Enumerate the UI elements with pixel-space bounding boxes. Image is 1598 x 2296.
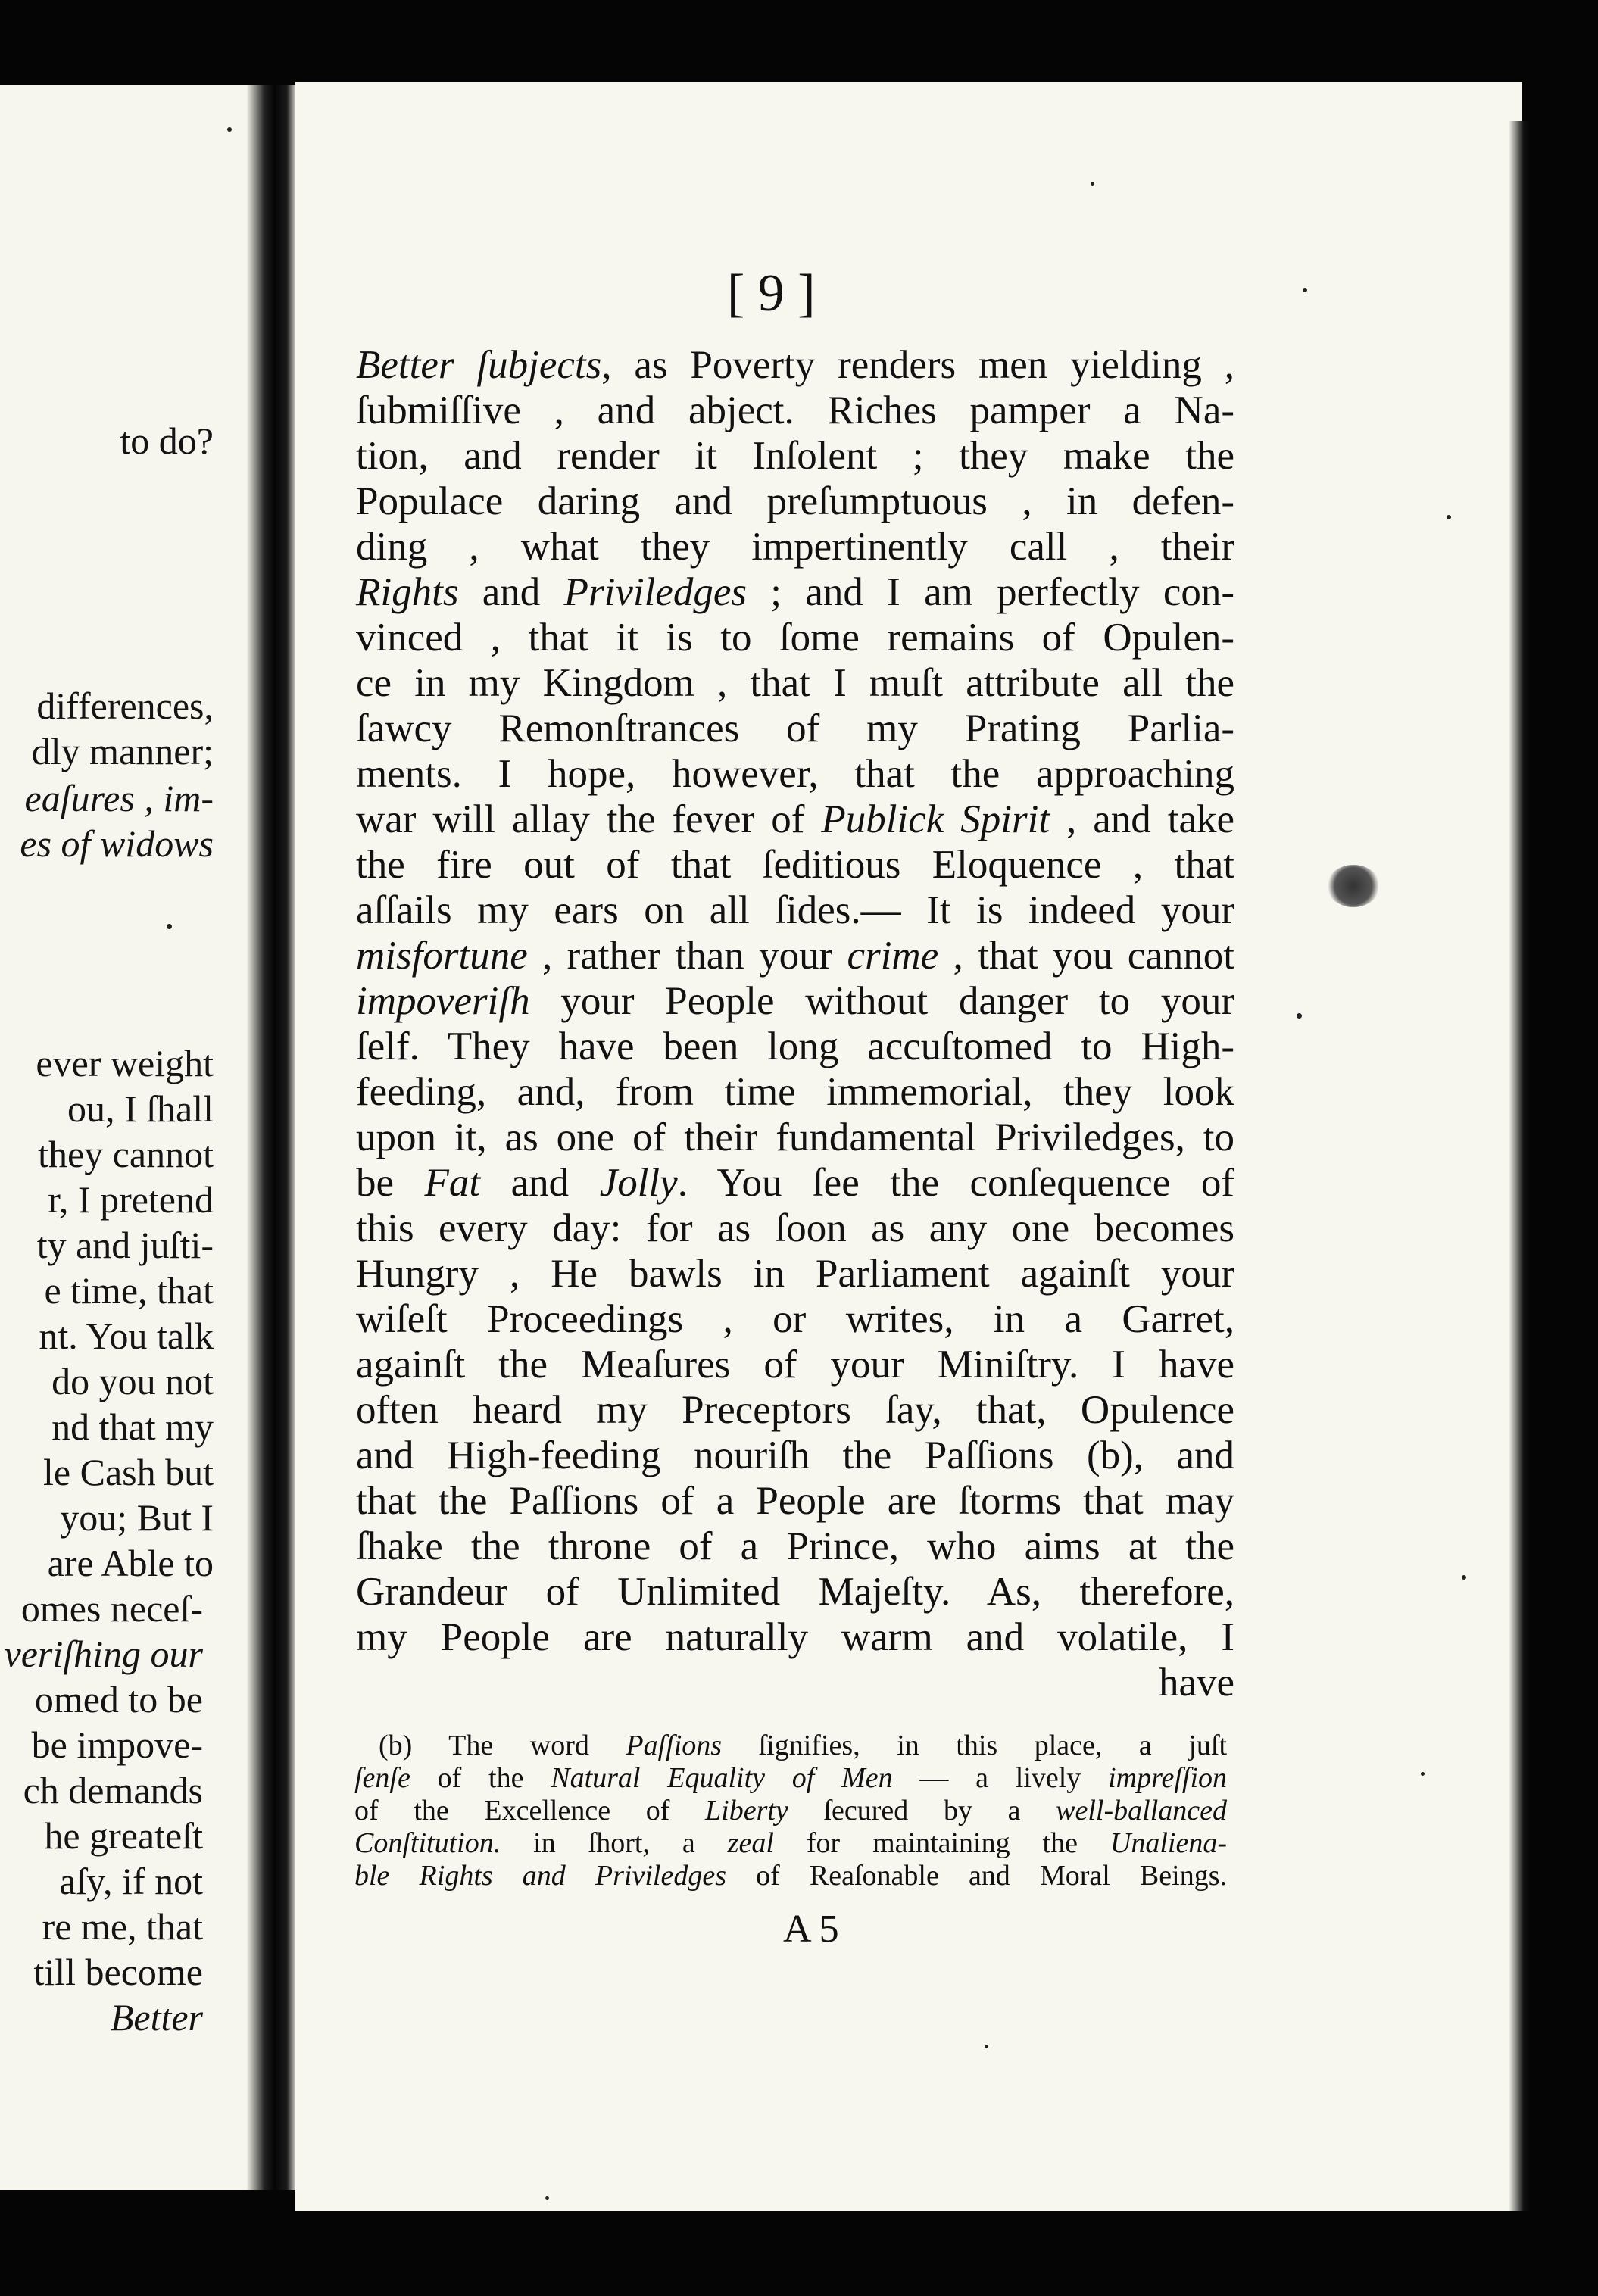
- text-line-11-c: , and take: [1050, 797, 1234, 841]
- left-line-23: he greateſt: [44, 1814, 203, 1857]
- text-line-10: ments. I hope, however, that the approaching: [356, 752, 1234, 796]
- page-edge-shadow: [1509, 121, 1530, 2211]
- signature-mark: A 5: [783, 1908, 839, 1951]
- footnote-line-2-b: of the: [410, 1762, 551, 1794]
- footnote-line-2-d: — a lively: [892, 1762, 1109, 1794]
- footnote-line-4: [354, 1827, 1227, 1860]
- left-line-4: eaſures , im-: [24, 777, 214, 819]
- left-line-13: do you not: [51, 1360, 214, 1402]
- page-number: [ 9 ]: [727, 264, 816, 323]
- speck: [1297, 1013, 1302, 1019]
- footnote-line-3-c: ſecured by a: [788, 1795, 1056, 1827]
- footnote-line-4-unaliena: Unaliena-: [1110, 1827, 1227, 1859]
- left-line-5: es of widows: [20, 822, 214, 865]
- text-line-4: Populace daring and preſumptuous , in defen-: [356, 479, 1234, 523]
- footnote-line-3-ballanced: well-ballanced: [1056, 1795, 1227, 1827]
- text-line-24: often heard my Preceptors ſay, that, Opulence: [356, 1388, 1234, 1432]
- footnote-line-5-rights: ble Rights and Priviledges: [354, 1860, 726, 1892]
- text-line-2: ſubmiſſive , and abject. Riches pamper a Na-: [356, 388, 1234, 432]
- text-line-17: feeding, and, from time immemorial, they look: [356, 1070, 1234, 1114]
- footnote-line-5: [354, 1860, 1227, 1892]
- left-line-19: veriſhing our: [4, 1633, 203, 1675]
- left-line-21: be impove-: [31, 1724, 203, 1766]
- text-line-14-b: , rather than your: [527, 934, 847, 978]
- text-line-21: Hungry , He bawls in Parliament againſt your: [356, 1252, 1234, 1296]
- text-line-15-impoverish: impoveriſh: [356, 979, 530, 1023]
- left-line-9: r, I pretend: [48, 1178, 214, 1221]
- left-line-26: till become: [33, 1951, 203, 1993]
- text-line-18: upon it, as one of their fundamental Priviledges, to: [356, 1115, 1234, 1159]
- footnote-line-3: [354, 1795, 1227, 1827]
- left-line-8: they cannot: [38, 1133, 214, 1175]
- text-line-16: ſelf. They have been long accuſtomed to High-: [356, 1025, 1234, 1068]
- text-line-29: my People are naturally warm and volatile, I: [356, 1615, 1234, 1659]
- footnote-line-1-passions: Paſſions: [626, 1730, 723, 1761]
- footnote-line-1-c: ſignifies, in this place, a juſt: [722, 1730, 1227, 1761]
- footnote-line-5-b: of Reaſonable and Moral Beings.: [726, 1860, 1227, 1892]
- text-line-14-d: , that you cannot: [938, 934, 1234, 978]
- left-line-11: e time, that: [44, 1269, 214, 1312]
- text-line-6-rights: Rights: [356, 570, 459, 614]
- speck: [167, 924, 172, 929]
- speck: [1462, 1575, 1466, 1580]
- speck: [1447, 515, 1451, 519]
- text-line-6-priviledges: Priviledges: [563, 570, 747, 614]
- left-line-22: ch demands: [23, 1769, 203, 1811]
- speck: [1421, 1772, 1425, 1776]
- left-line-20: omed to be: [34, 1678, 203, 1720]
- ink-smudge: [1327, 865, 1380, 907]
- footnote-line-2-impression: impreſſion: [1108, 1762, 1227, 1794]
- text-line-13: aſſails my ears on all ſides.— It is indeed your: [356, 888, 1234, 932]
- footnote-line-4-zeal: zeal: [727, 1827, 774, 1859]
- left-line-12: nt. You talk: [39, 1315, 214, 1357]
- left-line-25: re me, that: [42, 1905, 203, 1948]
- text-line-19-c: and: [480, 1161, 600, 1205]
- text-line-1: [356, 342, 1234, 388]
- footnote-line-1-a: (b) The word: [379, 1730, 626, 1761]
- left-line-24: aſy, if not: [59, 1860, 203, 1902]
- book-gutter: [247, 85, 297, 2190]
- text-line-19-jolly: Jolly: [599, 1161, 678, 1205]
- speck: [1091, 182, 1094, 186]
- speck: [545, 2196, 549, 2200]
- text-line-27: ſhake the throne of a Prince, who aims at the: [356, 1524, 1234, 1568]
- text-line-1-rest: , as Poverty renders men yielding ,: [601, 343, 1234, 387]
- text-line-20: this every day: for as ſoon as any one becomes: [356, 1206, 1234, 1250]
- left-line-18: omes neceſ-: [20, 1587, 203, 1630]
- text-line-8: ce in my Kingdom , that I muſt attribute all the: [356, 661, 1234, 705]
- footnote-line-4-b: in ſhort, a: [501, 1827, 728, 1859]
- footnote-line-2-equality: Natural Equality of Men: [551, 1762, 893, 1794]
- text-line-19-fat: Fat: [424, 1161, 481, 1205]
- footnote-line-1: [379, 1730, 1227, 1762]
- speck: [985, 2045, 988, 2048]
- text-line-28: Grandeur of Unlimited Majeſty. As, therefore,: [356, 1570, 1234, 1614]
- text-line-19-e: . You ſee the conſequence of: [677, 1161, 1234, 1205]
- text-line-11: [356, 797, 1234, 842]
- left-line-14: nd that my: [51, 1405, 214, 1448]
- text-line-5: ding , what they impertinently call , their: [356, 525, 1234, 569]
- footnote-line-3-a: of the Excellence of: [354, 1795, 706, 1827]
- text-line-1-italic: Better ſubjects: [356, 343, 602, 387]
- text-line-3: tion, and render it Inſolent ; they make the: [356, 434, 1234, 478]
- left-line-2: differences,: [36, 685, 214, 727]
- left-line-10: ty and juſti-: [36, 1224, 214, 1266]
- footnote-line-4-constitution: Conſtitution.: [354, 1827, 501, 1859]
- text-line-23: againſt the Meaſures of your Miniſtry. I have: [356, 1343, 1234, 1387]
- left-line-17: are Able to: [47, 1542, 214, 1584]
- footnote-line-2-sense: ſenſe: [354, 1762, 410, 1794]
- text-line-14-misfortune: misfortune: [356, 934, 528, 978]
- text-line-15: [356, 978, 1234, 1024]
- speck: [227, 127, 232, 132]
- catchword: have: [1158, 1661, 1234, 1705]
- left-page: [0, 85, 271, 2190]
- text-line-22: wiſeſt Proceedings , or writes, in a Garret,: [356, 1297, 1234, 1341]
- left-line-27: Better: [110, 1996, 203, 2039]
- text-line-19-a: be: [356, 1161, 425, 1205]
- footnote-line-4-d: for maintaining the: [773, 1827, 1110, 1859]
- text-line-12: the fire out of that ſeditious Eloquence , that: [356, 843, 1234, 887]
- text-line-14: [356, 933, 1234, 978]
- footnote-line-3-liberty: Liberty: [705, 1795, 788, 1827]
- left-line-16: you; But I: [60, 1496, 214, 1539]
- text-line-11-publick-spirit: Publick Spirit: [821, 797, 1050, 841]
- text-line-7: vinced , that it is to ſome remains of Opulen-: [356, 616, 1234, 660]
- text-line-6-rest: ; and I am perfectly con-: [746, 570, 1234, 614]
- text-line-19: [356, 1160, 1234, 1206]
- text-line-14-crime: crime: [847, 934, 939, 978]
- text-line-15-b: your People without danger to your: [529, 979, 1234, 1023]
- speck: [1303, 288, 1307, 292]
- footnote-line-2: [354, 1762, 1227, 1795]
- left-line-15: le Cash but: [43, 1451, 214, 1493]
- left-line-7: ou, I ſhall: [67, 1087, 214, 1130]
- text-line-6: [356, 569, 1234, 615]
- text-line-6-and: and: [458, 570, 564, 614]
- text-line-9: ſawcy Remonſtrances of my Prating Parlia-: [356, 707, 1234, 750]
- text-line-11-a: war will allay the fever of: [356, 797, 822, 841]
- left-line-3: dly manner;: [31, 730, 214, 772]
- left-line-6: ever weight: [36, 1042, 214, 1084]
- left-line-1: to do?: [120, 420, 214, 462]
- text-line-26: that the Paſſions of a People are ſtorms that may: [356, 1479, 1234, 1523]
- text-line-25: and High-feeding nouriſh the Paſſions (b), and: [356, 1433, 1234, 1477]
